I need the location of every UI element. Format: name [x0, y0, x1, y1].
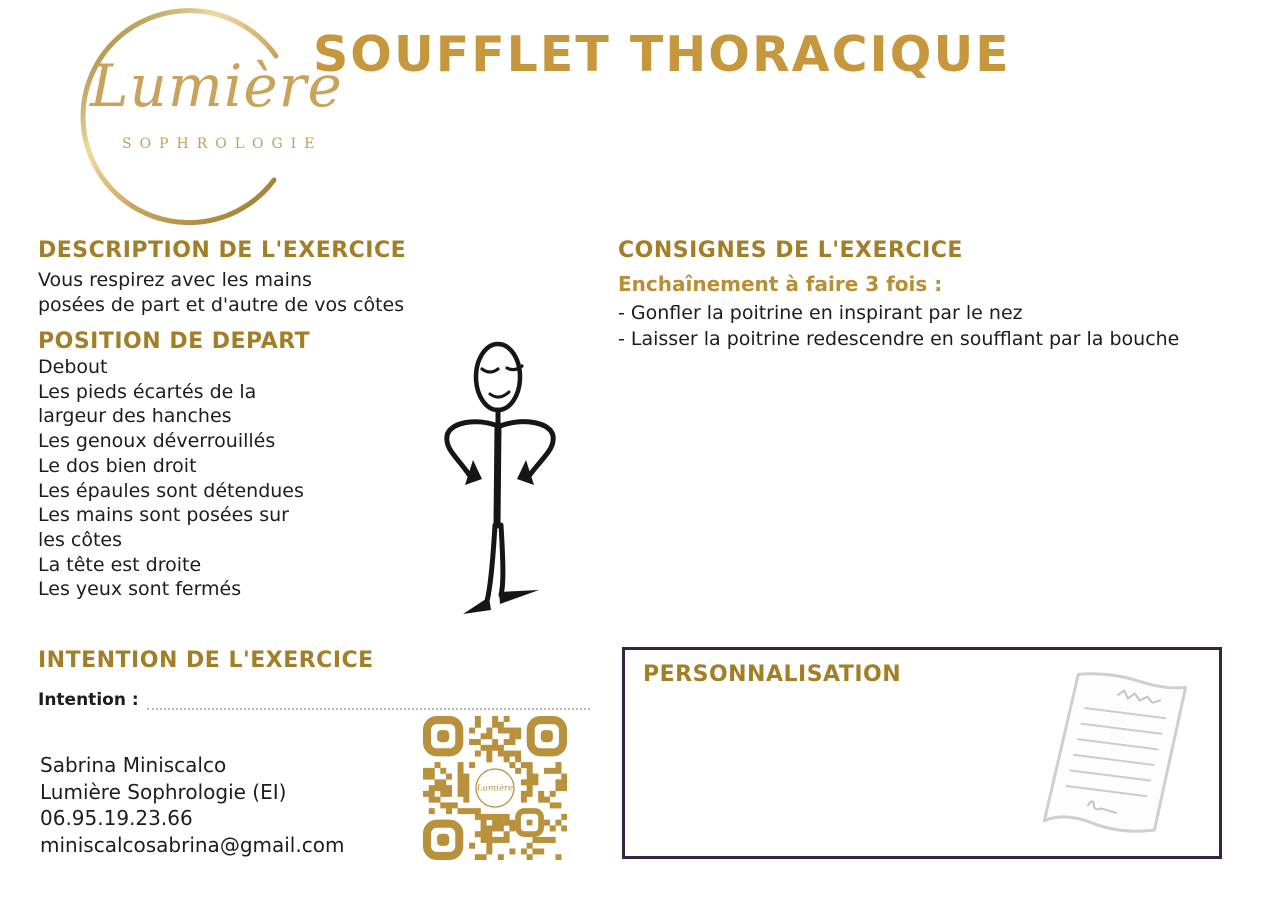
intention-heading: INTENTION DE L'EXERCICE: [38, 648, 374, 673]
contact-name: Sabrina Miniscalco: [40, 753, 227, 777]
note-paper-icon: [1025, 664, 1205, 844]
position-line: Le dos bien droit: [38, 454, 197, 477]
position-line: Les yeux sont fermés: [38, 578, 242, 601]
lumiere-logo: [38, 4, 343, 226]
description-text: [38, 268, 404, 318]
svg-text:Lumière: Lumière: [476, 783, 514, 794]
consigne-item: - Laisser la poitrine redescendre en soufflant par la bouche: [618, 328, 1180, 350]
position-line: Les épaules sont détendues: [38, 479, 304, 502]
consignes-heading: CONSIGNES DE L'EXERCICE: [618, 238, 963, 263]
consigne-item: - Gonfler la poitrine en inspirant par le nez: [618, 302, 1023, 324]
page-title: SOUFFLET THORACIQUE: [313, 26, 1011, 83]
contact-phone: 06.95.19.23.66: [40, 806, 193, 830]
position-list: [38, 355, 304, 602]
description-heading: DESCRIPTION DE L'EXERCICE: [38, 238, 407, 263]
qr-code: [423, 716, 567, 860]
position-line: Les mains sont posées sur: [38, 504, 289, 527]
position-line: Les pieds écartés de la: [38, 380, 257, 403]
contact-block: [40, 752, 344, 858]
position-line: La tête est droite: [38, 553, 202, 576]
description-line: Vous respirez avec les mains: [38, 269, 312, 291]
contact-company: Lumière Sophrologie (EI): [40, 779, 287, 804]
intention-write-line: [147, 692, 590, 710]
description-line: posées de part et d'autre de vos côtes: [38, 294, 405, 316]
contact-email: miniscalcosabrina@gmail.com: [40, 832, 345, 857]
logo-subtitle: SOPHROLOGIE: [122, 136, 323, 152]
intention-label: Intention :: [38, 690, 139, 710]
personnalisation-heading: PERSONNALISATION: [643, 662, 902, 687]
stick-figure-icon: [437, 333, 567, 621]
position-line: les côtes: [38, 528, 123, 551]
position-line: largeur des hanches: [38, 405, 232, 428]
position-line: Debout: [38, 356, 108, 378]
position-heading: POSITION DE DEPART: [38, 329, 311, 354]
consignes-list: [618, 300, 1179, 352]
consignes-subheading: Enchaînement à faire 3 fois :: [618, 272, 943, 296]
logo-wordmark: Lumière: [90, 52, 343, 120]
position-line: Les genoux déverrouillés: [38, 430, 276, 453]
personnalisation-box: [622, 647, 1222, 859]
intention-field: [38, 690, 590, 710]
